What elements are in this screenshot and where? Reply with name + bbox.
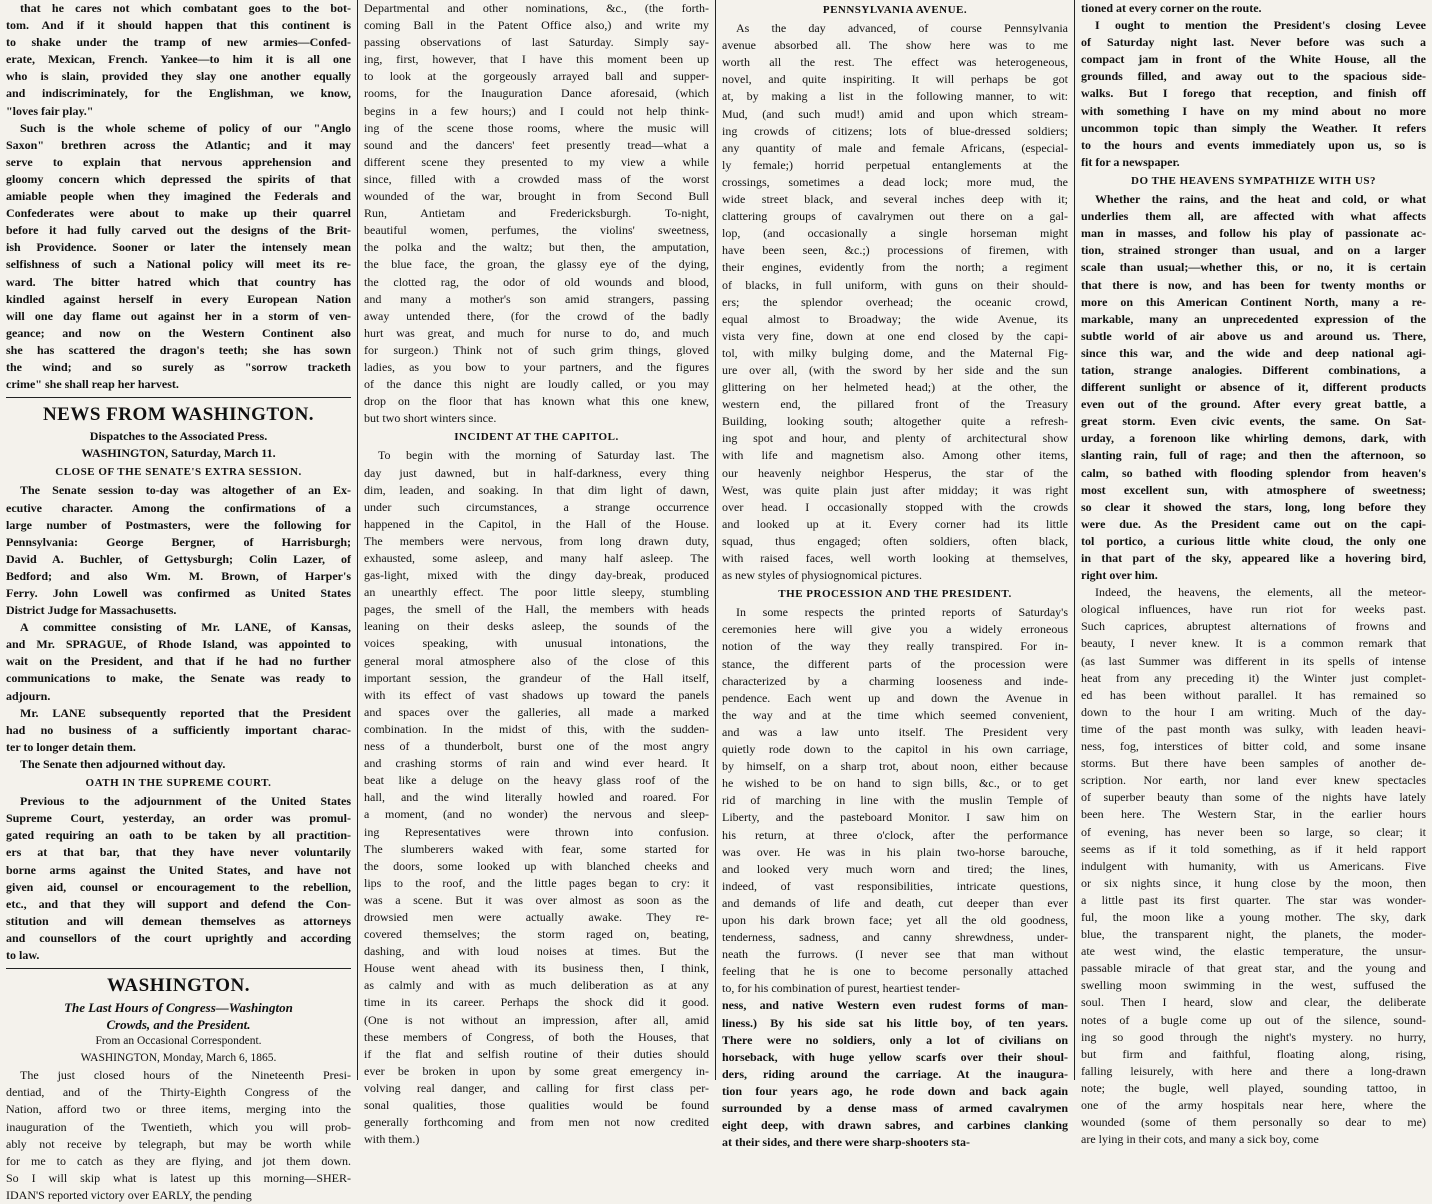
text-line: he wished to be on hand to sign bills, &c., or to get: [722, 776, 1068, 791]
headline: WASHINGTON.: [107, 975, 250, 997]
text-line: been here. The Western Star, in the earlier hours: [1081, 807, 1426, 822]
section-rule: [6, 397, 351, 398]
text-line: since this war, and the wide and deep national agi-: [1081, 345, 1426, 360]
article-paragraph: [6, 756, 351, 773]
text-line: time in its career. Perhaps the shock did it good.: [364, 995, 709, 1010]
column-3: [716, 0, 1074, 1150]
text-line: with them.): [364, 1132, 420, 1147]
text-line: slanting rain, full of rage; and then the afternoon, so: [1081, 448, 1426, 463]
text-line: the polka and the waltz; but then, the amputation,: [364, 240, 709, 255]
text-line: and looked up at it. Every corner had its little: [722, 516, 1068, 531]
text-line: ish Providence. Sooner or later the intensely mean: [6, 240, 351, 255]
text-line: and crashing storms of rain and wind ever heard. It: [364, 756, 709, 771]
text-line: to shake under the tramp of new armies—Confed-: [6, 35, 351, 50]
text-line: scale than usual;—whether this, or no, it is certain: [1081, 260, 1426, 275]
text-line: clattering groups of cavalrymen out there on a gal-: [722, 209, 1068, 224]
text-line: tol, with milky bulging dome, and the Maternal Fig-: [722, 345, 1068, 360]
text-line: Nation, afford two or three items, merging into the: [6, 1102, 351, 1117]
text-line: soul. Then I heard, slow and clear, the deliberate: [1081, 995, 1426, 1010]
text-line: western end, the pillared front of the Treasury: [722, 397, 1068, 412]
text-line: ladies, as you bow to your partners, and the figures: [364, 359, 709, 374]
text-line: ing so good through the night's mystery. no hurry,: [1081, 1029, 1426, 1044]
text-line: worth all the rest. The effect was heterogeneous,: [722, 55, 1068, 70]
text-line: Liberty, and the pasteboard Monitor. I saw him on: [722, 810, 1068, 825]
text-line: the blue face, the groan, the glassy eye of the dying,: [364, 257, 709, 272]
text-line: subtle world of air above us and around us. There,: [1081, 328, 1426, 343]
text-line: to, for his combination of purest, heartiest tender-: [722, 981, 961, 996]
text-line: The slumberers waked with fear, some started for: [364, 841, 709, 856]
article-paragraph: [722, 997, 1068, 1151]
text-line: (One is not without an impression, after all, amid: [364, 1012, 709, 1027]
text-line: ate west wind, the elastic temperature, the unsur-: [1081, 944, 1426, 959]
text-line: indulgent with humanity, with us Americans. Five: [1081, 858, 1426, 873]
text-line: with life and magnetism also. Among other items,: [722, 448, 1068, 463]
text-line: different scene they presented to my view a while: [364, 154, 709, 169]
text-line: of Saturday night last. Never before was such a: [1081, 35, 1426, 50]
text-line: our heavenly neighbor Hesperus, the star of the: [722, 465, 1068, 480]
text-line: by himself, on a sharp trot, about noon, either because: [722, 759, 1068, 774]
text-line: grounds filled, and away out to the spacious side-: [1081, 69, 1426, 84]
text-line: There were no soldiers, only a lot of civilians on: [722, 1032, 1068, 1047]
section-heading: INCIDENT AT THE CAPITOL.: [454, 431, 619, 444]
text-line: but two short winters since.: [364, 411, 497, 426]
text-line: hurt was great, and much for nurse to do, and much: [364, 325, 709, 340]
text-line: right over him.: [1081, 568, 1158, 583]
text-line: note; the bugle, well played, sounding tattoo, in: [1081, 1080, 1426, 1095]
text-line: have been seen, &c.;) processions of firemen, with: [722, 243, 1068, 258]
column-1: [0, 0, 357, 1202]
text-line: different sunlight or absence of it, different products: [1081, 380, 1426, 395]
text-line: with its effect of vast shadows up toward the panels: [364, 687, 709, 702]
text-line: were due. As the President came out on the capi-: [1081, 516, 1426, 531]
text-line: the wind; and so surely as "sorrow tracketh: [6, 359, 351, 374]
text-line: wounded (some of them personally so dear to me): [1081, 1115, 1426, 1130]
text-line: to law.: [6, 947, 40, 962]
text-line: combination. In the midst of this, with the sudden-: [364, 721, 709, 736]
text-line: or six nights since, it hung close by the moon, then: [1081, 875, 1426, 890]
text-line: ecutive character. Among the confirmations of a: [6, 500, 351, 515]
text-line: more on this American Continent North, many a re-: [1081, 294, 1426, 309]
text-line: begins in a few hours;) and I could not help think-: [364, 103, 709, 118]
text-line: ers; the splendor overhead; the oceanic crowd,: [722, 294, 1068, 309]
text-line: The members were nervous, from long drawn duty,: [364, 533, 709, 548]
text-line: fit for a newspaper.: [1081, 154, 1180, 169]
text-line: important session, the grandeur of the Hall itself,: [364, 670, 709, 685]
text-line: Pennsylvania: George Bergner, of Harrisburgh;: [6, 534, 351, 549]
text-line: coming Ball in the Patent Office also,) and write my: [364, 18, 709, 33]
text-line: man in masses, and follow his play of passionate ac-: [1081, 226, 1426, 241]
text-line: ing Representatives were thrown into confusion.: [364, 824, 709, 839]
text-line: geance; and now on the Western Continent also: [6, 325, 351, 340]
text-line: an unearthly effect. The poor little sleepy, stumbling: [364, 585, 709, 600]
text-line: In some respects the printed reports of Saturday's: [736, 605, 1068, 620]
text-line: kindled against herself in every European Nation: [6, 291, 351, 306]
text-line: tioned at every corner on the route.: [1081, 1, 1262, 15]
text-line: and looked very much worn and tired; the lines,: [722, 861, 1068, 876]
text-line: borne arms against the United States, and have not: [6, 862, 351, 877]
text-line: away untended there, (for the crowd of the badly: [364, 308, 709, 323]
text-line: inauguration of the Twentieth, which you will prob-: [6, 1119, 351, 1134]
text-line: underlies them all, are affected with what affects: [1081, 209, 1426, 224]
text-line: ders, riding around the carriage. At the inaugura-: [722, 1066, 1068, 1081]
text-line: exhausted, some asleep, and many half asleep. The: [364, 551, 709, 565]
text-line: sonal qualities, those qualities would be found: [364, 1098, 709, 1112]
text-line: in that part of the sky, appeared like a hovering bird,: [1081, 551, 1426, 565]
text-line: Confederates were about to make up their quarrel: [6, 206, 351, 221]
text-line: sound and the dancers' feet presently tread—what a: [364, 137, 709, 152]
text-line: was over. He was in his plain two-horse barouche,: [722, 844, 1068, 859]
text-line: Such caprices, abruptest alternations of frowns and: [1081, 619, 1426, 634]
text-line: are lying in their cots, and many a sick boy, come: [1081, 1132, 1319, 1147]
section-heading: DO THE HEAVENS SYMPATHIZE WITH US?: [1131, 174, 1376, 187]
text-line: a little past its first quarter. The star was wonder-: [1081, 892, 1426, 907]
text-line: ing of the scene those rooms, where the music will: [364, 120, 709, 135]
text-line: since, filled with a crowded mass of the worst: [364, 171, 709, 186]
text-line: and indiscriminately, for the Englishman, we know,: [6, 86, 351, 101]
text-line: tom. And if it should happen that this continent is: [6, 18, 351, 33]
text-line: falling leisurely, with here and there a long-drawn: [1081, 1063, 1426, 1078]
article-paragraph: [1081, 0, 1426, 17]
text-line: seems as if it told something, as if it held rapport: [1081, 841, 1426, 856]
text-line: beautiful women, perfumes, the violins' sweetness,: [364, 223, 709, 238]
text-line: stitution and will demean themselves as attorneys: [6, 913, 351, 928]
text-line: "loves fair play.": [6, 103, 94, 118]
text-line: the way and at the time which seemed convenient,: [722, 707, 1068, 722]
text-line: ter to longer detain them.: [6, 739, 136, 754]
text-line: eight deep, with drawn sabres, and carbines clanking: [722, 1118, 1068, 1133]
text-line: ceremonies here will give you a widely erroneous: [722, 622, 1068, 637]
text-line: blue, the transparent night, the planets, the moder-: [1081, 927, 1426, 942]
article-paragraph: [6, 120, 351, 394]
text-line: As the day advanced, of course Pennsylvania: [736, 21, 1068, 36]
text-line: large number of Postmasters, were the following for: [6, 517, 351, 532]
text-line: voices speaking, with unusual intonations, the: [364, 636, 709, 651]
text-line: communications to make, the Senate was ready to: [6, 671, 351, 686]
text-line: leaning on their desks asleep, the sounds of the: [364, 619, 709, 634]
text-line: happened in the Capitol, in the Hall of the House.: [364, 516, 709, 531]
text-line: Bedford; and also Wm. M. Brown, of Harper's: [6, 568, 351, 583]
text-line: and Mr. SPRAGUE, of Rhode Island, was appointed to: [6, 637, 351, 652]
text-line: crime" she shall reap her harvest.: [6, 377, 179, 392]
text-line: most excellent sun, with atmosphere of sweetness;: [1081, 482, 1426, 497]
text-line: pages, the smell of the Hall, the members with heads: [364, 602, 709, 617]
text-line: (as last Summer was different in its spells of intense: [1081, 653, 1426, 668]
text-line: ness of a thunderbolt, burst one of the most angry: [364, 739, 709, 754]
text-line: adjourn.: [6, 688, 51, 703]
text-line: any quantity of male and female Africans, (especial-: [722, 140, 1068, 155]
text-line: as calmly and with as much deliberation as at any: [364, 978, 709, 993]
text-line: as new styles of physiognomical pictures.: [722, 568, 922, 583]
text-line: swelling moon swimming in the west, suffused the: [1081, 978, 1426, 993]
text-line: novel, and quite inspiriting. It will perhaps be got: [722, 72, 1068, 87]
text-line: Mr. LANE subsequently reported that the President: [20, 705, 351, 720]
text-line: dashing, and with loud noises at times. But the: [364, 944, 709, 959]
article-paragraph: [6, 0, 351, 120]
text-line: hall, and the wind literally howled and roared. For: [364, 790, 709, 805]
text-line: scription. Nor earth, nor land ever knew spectacles: [1081, 773, 1426, 788]
dateline: WASHINGTON, Saturday, March 11.: [81, 446, 276, 461]
text-line: etc., and that they will support and defend the Con-: [6, 896, 351, 911]
text-line: ever be broken in upon by some great emergency in-: [364, 1063, 709, 1078]
text-line: Whether the rains, and the heat and cold, or what: [1095, 192, 1426, 207]
text-line: dim, leaden, and soaking. In that dim light of dawn,: [364, 482, 709, 497]
text-line: general moral atmosphere also of the close of this: [364, 653, 709, 668]
text-line: walks. But I forego that reception, and finish off: [1081, 86, 1426, 101]
text-line: Saxon" brethren across the Atlantic; and it may: [6, 137, 351, 152]
text-line: ure over all, (with the sword by her side and the sun: [722, 362, 1068, 377]
text-line: feeling that he is one to become personally attached: [722, 964, 1068, 979]
text-line: volving real danger, and calling for first class per-: [364, 1080, 709, 1095]
section-heading: OATH IN THE SUPREME COURT.: [85, 777, 272, 790]
text-line: ness, and native Western even rudest forms of man-: [722, 998, 1068, 1013]
article-paragraph: [6, 482, 351, 619]
text-line: notion of the way they really transpired. For in-: [722, 639, 1068, 654]
text-line: these members of Congress, of both the Houses, that: [364, 1029, 709, 1044]
text-line: ing crowds of citizens; lots of blue-dressed soldiers;: [722, 123, 1068, 138]
text-line: of superber beauty than some of the nights have lately: [1081, 790, 1426, 805]
text-line: ing, first, however, that I have this moment been up: [364, 52, 709, 67]
text-line: Such is the whole scheme of policy of our "Anglo: [20, 120, 351, 135]
text-line: serve to explain that nervous apprehension and: [6, 154, 351, 169]
text-line: compact jam in front of the White House, all the: [1081, 52, 1426, 67]
text-line: so clear it showed the stars, long, long before they: [1081, 499, 1426, 514]
text-line: Indeed, the heavens, the elements, all the meteor-: [1095, 585, 1426, 600]
text-line: ers at that bar, that they have never voluntarily: [6, 845, 351, 860]
text-line: neath the furrows. (I never see that man without: [722, 947, 1068, 962]
dateline: WASHINGTON, Monday, March 6, 1865.: [80, 1052, 277, 1065]
text-line: and many a mother's son amid strangers, passing: [364, 291, 709, 306]
text-line: and demands of life and death, cut deeper than ever: [722, 895, 1068, 910]
text-line: wide street black, and several inches deep with it;: [722, 192, 1068, 207]
text-line: was a scene. But it was over almost as soon as the: [364, 892, 709, 907]
text-line: Building, looking south; altogether quite a refresh-: [722, 414, 1068, 429]
text-line: lop, (and occasionally a single horseman might: [722, 226, 1068, 241]
text-line: quietly rode down to the capitol in his own carriage,: [722, 742, 1068, 757]
article-paragraph: [6, 793, 351, 964]
text-line: calm, so bathed with flooding splendor from heaven's: [1081, 465, 1426, 480]
text-line: with raised faces, well worth looking at themselves,: [722, 551, 1068, 565]
text-line: ed has been without parallel. It has remained so: [1081, 687, 1426, 702]
text-line: The Senate session to-day was altogether of an Ex-: [20, 483, 351, 498]
text-line: who is slain, provided they slay one another equally: [6, 69, 351, 84]
text-line: gas-light, mixed with the dingy day-break, produced: [364, 568, 709, 583]
text-line: day just dawned, but in half-darkness, every thing: [364, 465, 709, 480]
text-line: at their sides, and there were sharp-shooters sta-: [722, 1135, 970, 1150]
text-line: covered themselves; the storm raged on, beating,: [364, 927, 709, 942]
text-line: markable, many an unprecedented expression of the: [1081, 311, 1426, 326]
text-line: had no business of a sufficiently important charac-: [6, 722, 351, 737]
text-line: equal almost to Broadway; the wide Avenue, its: [722, 311, 1068, 326]
text-line: great storm. Even civic events, the same. On Sat-: [1081, 414, 1426, 429]
article-paragraph: [364, 447, 709, 1148]
article-paragraph: [1081, 584, 1426, 1148]
text-line: before it had fully carved out the designs of the Brit-: [6, 223, 351, 238]
text-line: for surgeon.) Think not of such grim things, gloved: [364, 342, 709, 357]
text-line: and spaces over the galleries, all made a marked: [364, 704, 709, 719]
text-line: amiable people when they imagined the Federals and: [6, 189, 351, 204]
text-line: liness.) By his side sat his little boy, of ten years.: [722, 1015, 1068, 1030]
text-line: indeed, of vast responsibilities, intricate questions,: [722, 878, 1068, 893]
text-line: District Judge for Massachusetts.: [6, 603, 177, 618]
text-line: dentiad, and of the Thirty-Eighth Congress of the: [6, 1085, 351, 1100]
text-line: time of the past month was sulky, with leaden heavi-: [1081, 721, 1426, 736]
column-4: [1075, 0, 1432, 1147]
section-heading: THE PROCESSION AND THE PRESIDENT.: [778, 588, 1012, 601]
column-2: [358, 0, 715, 1147]
text-line: wounded of the war, brought in from Second Bull: [364, 189, 709, 204]
text-line: rid of marching in line with the muslin Temple of: [722, 793, 1068, 808]
text-line: she has scattered the dragon's teeth; she has sown: [6, 342, 351, 357]
section-heading: PENNSYLVANIA AVENUE.: [822, 4, 968, 16]
text-line: ological influences, have run riot for weeks past.: [1081, 602, 1426, 617]
text-line: selfishness of such a National policy will meet its re-: [6, 257, 351, 272]
text-line: tation, strange analogies. Different combinations, a: [1081, 362, 1426, 377]
text-line: that he cares not which combatant goes to the bot-: [20, 1, 351, 15]
text-line: and counsellors of the court uprightly and according: [6, 930, 351, 945]
text-line: ly female;) horrid perpetual entanglements at the: [722, 157, 1068, 172]
text-line: but firm and faithful, floating along, rising,: [1081, 1046, 1426, 1061]
text-line: down to the hour I am writing. Much of the day-: [1081, 704, 1426, 719]
text-line: ing spot and hour, and plenty of architectural show: [722, 431, 1068, 446]
article-paragraph: [722, 604, 1068, 997]
text-line: generally forthcoming and from men not now credited: [364, 1115, 709, 1130]
text-line: The Senate then adjourned without day.: [20, 756, 226, 771]
text-line: Supreme Court, yesterday, an order was promul-: [6, 811, 351, 826]
text-line: their engines, evidently from the north; a regiment: [722, 260, 1068, 275]
text-line: at, by making a list in the following manner, to wit:: [722, 89, 1068, 104]
text-line: Previous to the adjournment of the United States: [20, 794, 351, 809]
text-line: ness, fog, interstices of bitter cold, and some insane: [1081, 739, 1426, 754]
text-line: IDAN'S reported victory over EARLY, the pending: [6, 1187, 252, 1202]
text-line: I ought to mention the President's closing Levee: [1095, 18, 1426, 33]
text-line: stance, the different parts of the procession were: [722, 656, 1068, 671]
text-line: gated requiring an oath to be taken by all practition-: [6, 828, 351, 843]
dateline: Dispatches to the Associated Press.: [89, 429, 268, 444]
text-line: A committee consisting of Mr. LANE, of Kansas,: [20, 620, 351, 635]
text-line: will one day flame out against her in a storm of ven-: [6, 308, 351, 323]
article-paragraph: [1081, 17, 1426, 171]
text-line: the clotted rag, the odor of old wounds and blood,: [364, 274, 709, 289]
text-line: vista very fine, down at one end closed by the capi-: [722, 328, 1068, 343]
text-line: Ferry. John Lowell was confirmed as United States: [6, 586, 351, 600]
text-line: uncommon topic than simply the Weather. It refers: [1081, 120, 1426, 135]
text-line: crossings, sometimes a dead lock; more mud, the: [722, 174, 1068, 189]
text-line: one of the army hospitals near here, where the: [1081, 1098, 1426, 1112]
text-line: surrounded by a dense mass of armed cavalrymen: [722, 1101, 1068, 1115]
text-line: tion four years ago, he rode down and back again: [722, 1083, 1068, 1098]
text-line: wait on the President, and that if he had no further: [6, 654, 351, 669]
text-line: if the flat and selfish routine of their duties should: [364, 1046, 709, 1061]
subheadline: The Last Hours of Congress—Washington: [64, 1000, 293, 1016]
text-line: lips to the roof, and the little pages began to cry: it: [364, 875, 709, 890]
headline: NEWS FROM WASHINGTON.: [42, 404, 315, 426]
section-heading: CLOSE OF THE SENATE'S EXTRA SESSION.: [55, 466, 302, 479]
text-line: over head. I occasionally stopped with the crowds: [722, 499, 1068, 514]
dateline: From an Occasional Correspondent.: [95, 1035, 262, 1048]
text-line: his return, at three o'clock, after the performance: [722, 827, 1068, 842]
text-line: under such circumstances, a strange occurrence: [364, 499, 709, 514]
text-line: of evening, has never been so large, so clear; it: [1081, 824, 1426, 839]
section-rule: [6, 968, 351, 969]
text-line: upon his dark brown face; yet all the old goodness,: [722, 912, 1068, 927]
text-line: tenderness, sadness, and canny shrewdness, under-: [722, 930, 1068, 945]
text-line: glittering on her helmeted head;) at the other, the: [722, 380, 1068, 395]
text-line: of blacks, in full uniform, with guns on their should-: [722, 277, 1068, 292]
text-line: the doors, some looked up with blanched cheeks and: [364, 858, 709, 873]
article-paragraph: [6, 1067, 351, 1204]
text-line: even out of the ground. After every great battle, a: [1081, 397, 1426, 412]
text-line: ward. The bitter hatred which that country has: [6, 274, 351, 289]
text-line: Mud, (and such mud!) amid and upon which stream-: [722, 106, 1068, 121]
text-line: to look at the gorgeously arrayed ball and supper-: [364, 69, 709, 84]
text-line: for me to catch as they are flying, and jot them down.: [6, 1153, 351, 1168]
text-line: pendence. Each went up and down the Avenue in: [722, 690, 1068, 705]
text-line: ably not receive by telegraph, but may be worth while: [6, 1136, 351, 1151]
article-paragraph: [364, 0, 709, 427]
text-line: So I will skip what is latest up this morning—SHER-: [6, 1170, 351, 1185]
text-line: that there is now, and has been for twenty months or: [1081, 277, 1426, 292]
text-line: passable miracle of that great star, and the young and: [1081, 961, 1426, 976]
text-line: rooms, for the Inauguration Dance aforesaid, (which: [364, 86, 709, 101]
text-line: urday, a forenoon like whirling demons, dark, with: [1081, 431, 1426, 446]
text-line: tion, strained stronger than usual, and on a larger: [1081, 243, 1426, 258]
text-line: erate, Mexican, French. Yankee—to him it is all one: [6, 52, 351, 67]
text-line: characterized by a charming looseness and inde-: [722, 673, 1068, 688]
text-line: with something I have on my mind about no more: [1081, 103, 1426, 118]
text-line: storms. But there have been samples of another de-: [1081, 756, 1426, 771]
text-line: given aid, counsel or encouragement to the rebellion,: [6, 879, 351, 894]
text-line: gloomy concern which depressed the spirits of that: [6, 171, 351, 186]
article-paragraph: [1081, 191, 1426, 584]
text-line: ful, the moon like a young mother. The sky, dark: [1081, 909, 1426, 924]
text-line: passing observations of last Saturday. Simply say-: [364, 35, 709, 50]
text-line: avenue absorbed all. The show here was to me: [722, 38, 1068, 53]
text-line: beat like a deluge on the heavy glass roof of the: [364, 773, 709, 788]
article-paragraph: [6, 705, 351, 756]
text-line: The just closed hours of the Nineteenth Presi-: [20, 1068, 351, 1083]
text-line: To begin with the morning of Saturday last. The: [378, 448, 709, 463]
text-line: horseback, with huge yellow scarfs over their shoul-: [722, 1049, 1068, 1064]
article-paragraph: [722, 20, 1068, 584]
text-line: beauty, I never knew. It is a common remark that: [1081, 636, 1426, 651]
text-line: and was a law unto itself. The President very: [722, 724, 1068, 739]
text-line: drowsied men were actually awake. They re-: [364, 909, 709, 924]
text-line: West, was quite plain just after midday; it was right: [722, 482, 1068, 497]
text-line: to the hours and events immediately upon us, so is: [1081, 137, 1426, 152]
text-line: heat from any preceding it) the Winter just complet-: [1081, 670, 1426, 685]
text-line: squad, thus engaged; often soldiers, often black,: [722, 533, 1068, 548]
text-line: of the dance this night are loudly called, or you may: [364, 377, 709, 392]
text-line: a moment, (and no wonder) the nervous and sleep-: [364, 807, 709, 822]
text-line: House went ahead with its business then, I think,: [364, 961, 709, 976]
text-line: drop on the floor that has known what this one knew,: [364, 394, 709, 409]
text-line: notes of a bugle come up out of the silence, sound-: [1081, 1012, 1426, 1027]
text-line: tol portico, a curious little white cloud, the only one: [1081, 533, 1426, 548]
text-line: Departmental and other nominations, &c., (the forth-: [364, 1, 709, 15]
text-line: David A. Buchler, of Gettysburgh; Colin Lazer, of: [6, 551, 351, 566]
text-line: Run, Antietam and Fredericksburgh. To-night,: [364, 206, 709, 221]
subheadline: Crowds, and the President.: [106, 1017, 251, 1033]
article-paragraph: [6, 619, 351, 704]
